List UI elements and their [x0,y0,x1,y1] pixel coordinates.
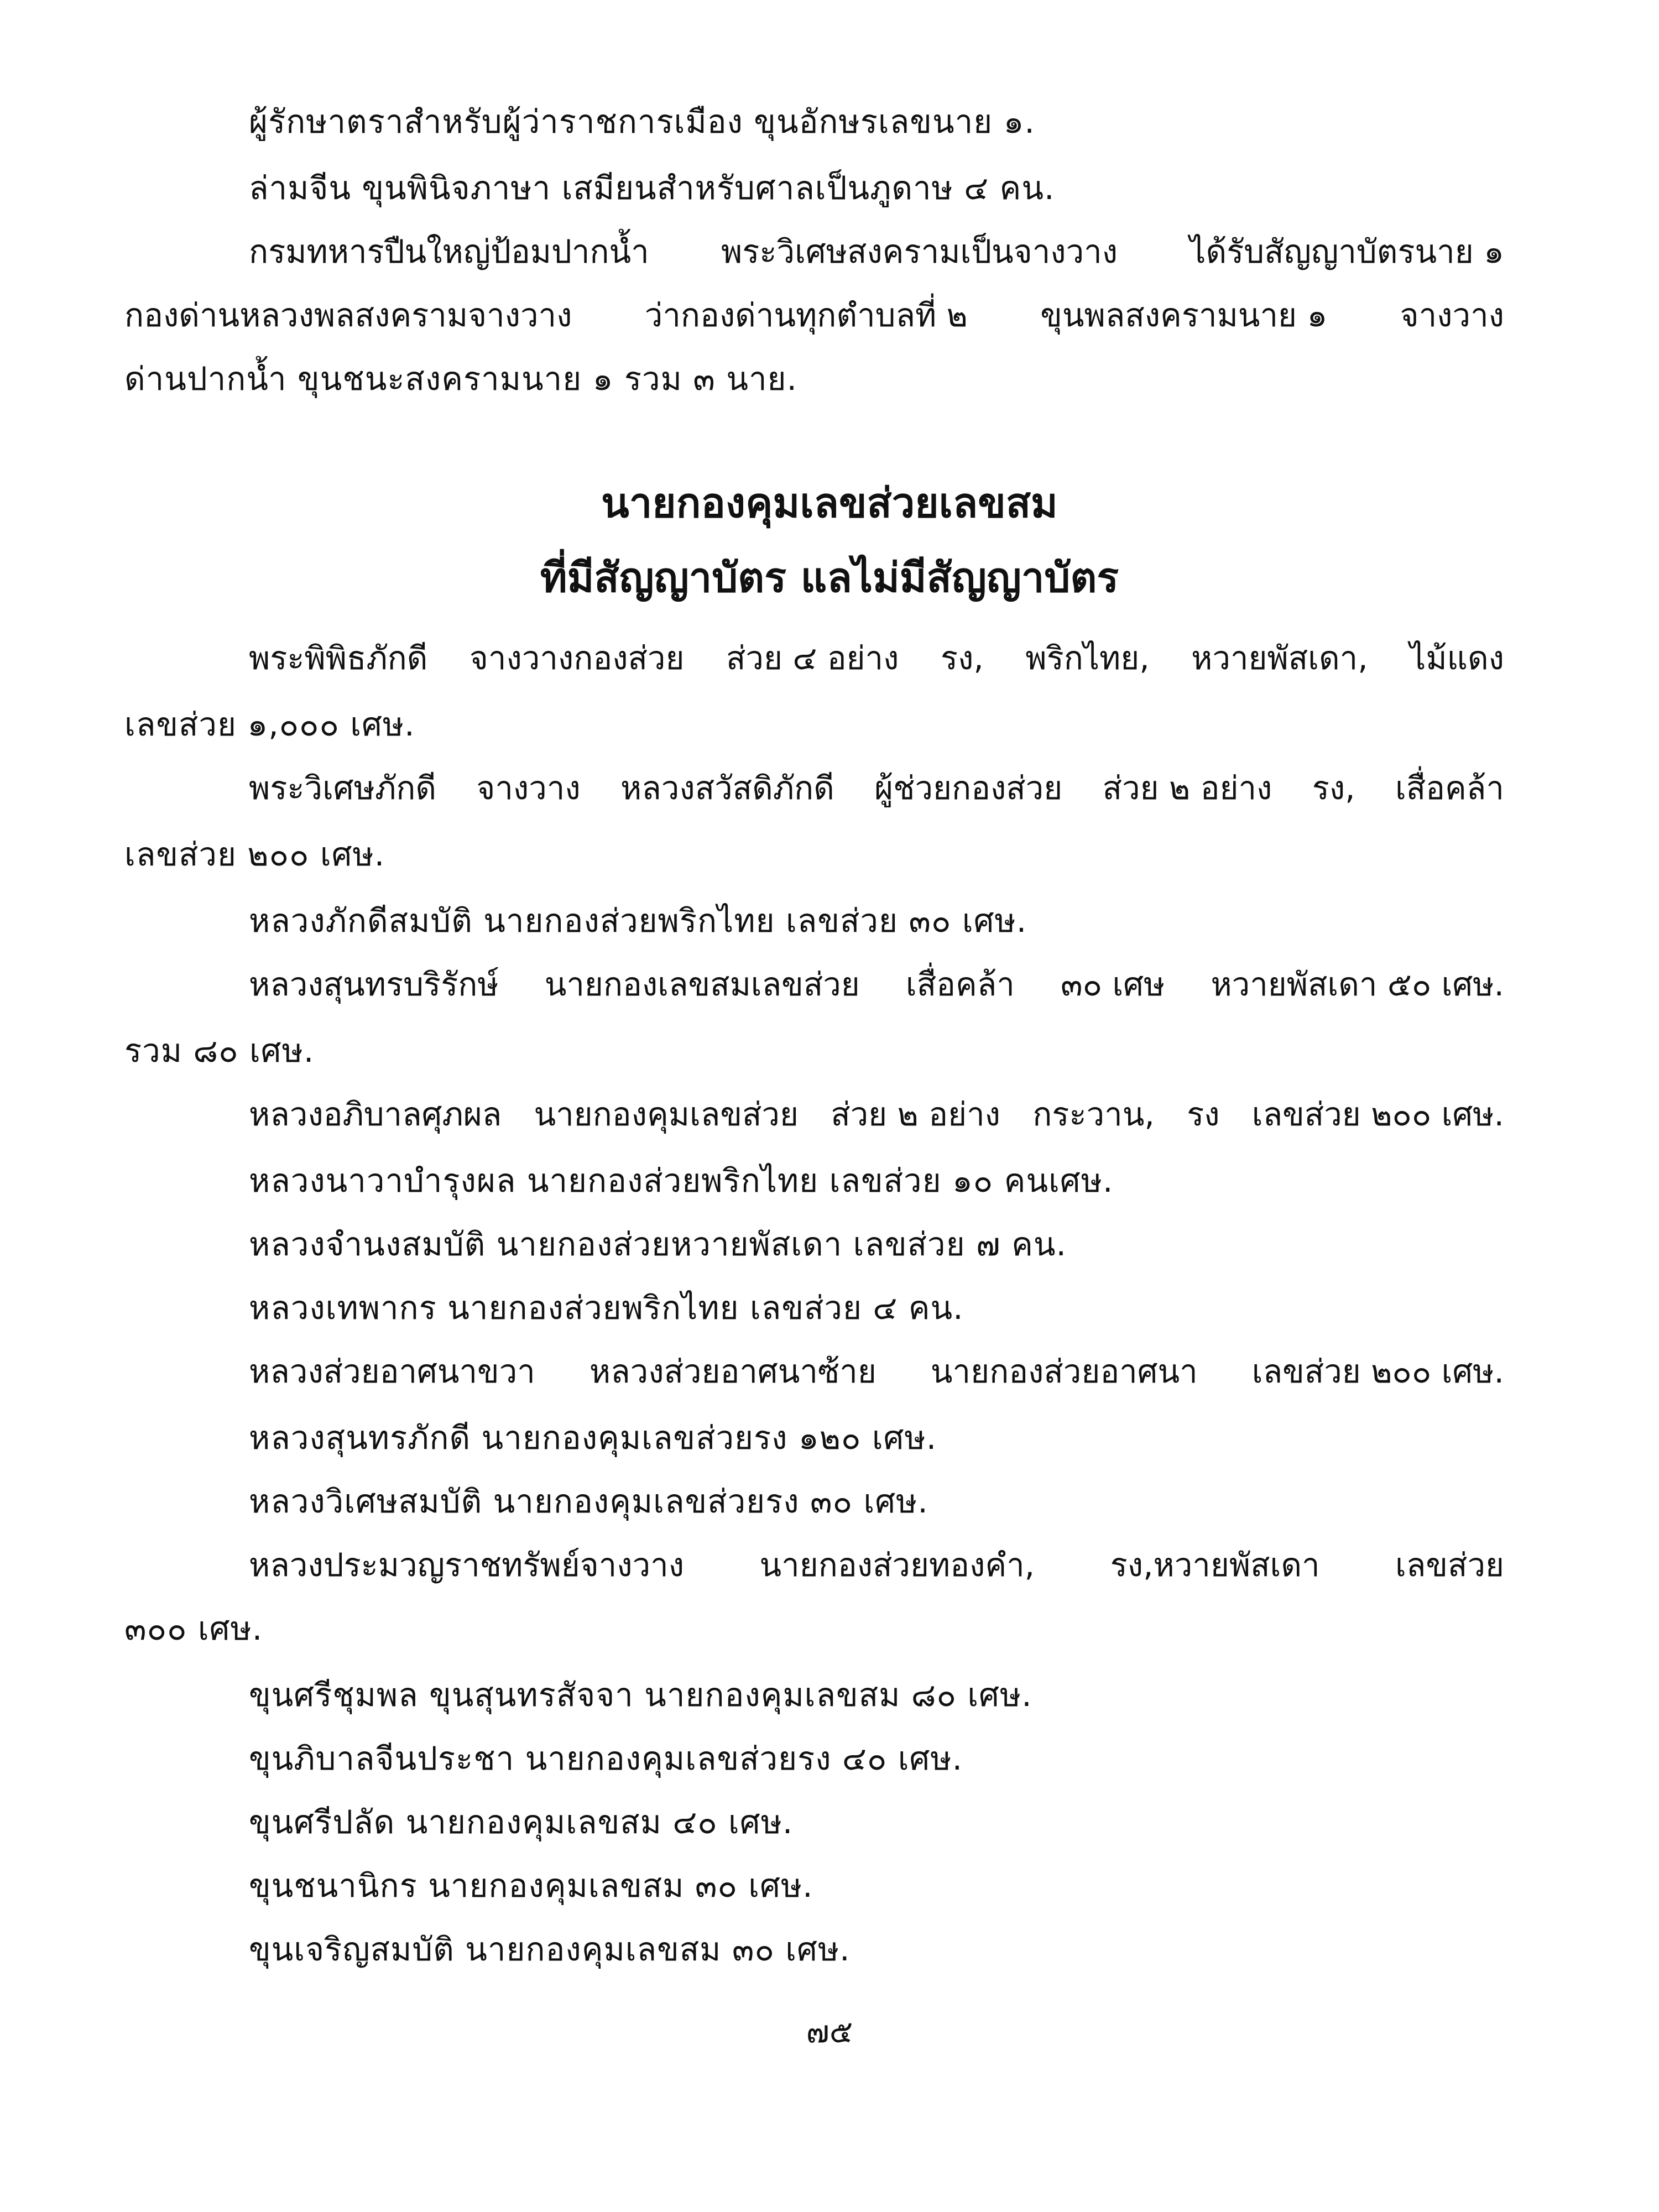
text-segment: นายกองเลขสมเลขส่วย [544,966,860,1003]
text-segment: รง,หวายพัสเดา [1110,1546,1320,1584]
text-segment: ขุนพลสงครามนาย ๑ [1040,296,1328,334]
text-segment: หลวงประมวญราชทรัพย์จางวาง [249,1546,685,1584]
text-segment: ไม้แดง [1410,639,1504,677]
text-segment: เลขส่วย [1395,1546,1504,1584]
entry-8: หลวงเทพากร นายกองส่วยพริกไทย เลขส่วย ๔ คน. [249,1289,964,1327]
entry-12-line-1 [249,1543,1504,1587]
entry-14: ขุนภิบาลจีนประชา นายกองคุมเลขส่วยรง ๔๐ เศษ. [249,1740,963,1777]
entry-10: หลวงสุนทรภักดี นายกองคุมเลขส่วยรง ๑๒๐ เศษ. [249,1419,937,1457]
text-segment: ว่ากองด่านทุกตำบลที่ ๒ [644,296,968,334]
intro-line-2: ล่ามจีน ขุนพินิจภาษา เสมียนสำหรับศาลเป็นภูดาษ ๔ คน. [249,169,1055,207]
section-heading-line-2: ที่มีสัญญาบัตร แลไม่มีสัญญาบัตร [540,554,1119,602]
text-segment: เสื่อคล้า [1395,769,1504,807]
intro-line-1: ผู้รักษาตราสำหรับผู้ว่าราชการเมือง ขุนอักษรเลขนาย ๑. [249,103,1035,140]
entry-6: หลวงนาวาบำรุงผล นายกองส่วยพริกไทย เลขส่วย ๑๐ คนเศษ. [249,1162,1114,1199]
page-number: ๗๕ [806,2014,853,2050]
text-segment: ส่วย ๒ อย่าง [831,1095,1000,1133]
intro-line-4 [124,293,1504,337]
entry-4-line-1 [249,962,1504,1006]
text-segment: เสื่อคล้า [905,966,1015,1003]
entry-17: ขุนเจริญสมบัติ นายกองคุมเลขสม ๓๐ เศษ. [249,1931,851,1968]
text-segment: พระวิเศษสงครามเป็นจางวาง [721,233,1118,270]
text-segment: หลวงส่วยอาศนาซ้าย [589,1353,877,1390]
text-segment: หลวงส่วยอาศนาขวา [249,1353,535,1390]
text-segment: จางวางกองส่วย [469,639,685,677]
text-segment: กรมทหารปืนใหญ่ป้อมปากน้ำ [249,233,649,270]
text-segment: พระพิพิธภักดี [249,639,428,677]
text-segment: กองด่านหลวงพลสงครามจางวาง [124,296,572,334]
entry-2-line-1 [249,766,1504,810]
text-segment: นายกองคุมเลขส่วย [534,1095,799,1133]
text-segment: เลขส่วย ๒๐๐ เศษ. [1251,1353,1504,1390]
text-segment: รง, [1312,769,1355,807]
text-segment: ส่วย ๒ อย่าง [1102,769,1272,807]
text-segment: ส่วย ๔ อย่าง [726,639,899,677]
text-segment: จางวาง [1400,296,1504,334]
text-segment: หวายพัสเดา ๕๐ เศษ. [1211,966,1504,1003]
intro-line-5: ด่านปากน้ำ ขุนชนะสงครามนาย ๑ รวม ๓ นาย. [124,360,797,398]
entry-4-line-2: รวม ๘๐ เศษ. [124,1032,315,1070]
text-segment: หลวงอภิบาลศุภผล [249,1095,502,1133]
section-heading-line-1: นายกองคุมเลขส่วยเลขสม [601,479,1058,527]
intro-line-3 [249,229,1504,274]
entry-3: หลวงภักดีสมบัติ นายกองส่วยพริกไทย เลขส่วย ๓๐ เศษ. [249,902,1027,940]
text-segment: รง, [940,639,984,677]
text-segment: นายกองส่วยอาศนา [930,1353,1198,1390]
entry-2-line-2: เลขส่วย ๒๐๐ เศษ. [124,836,385,873]
text-segment: พริกไทย, [1025,639,1150,677]
text-segment: นายกองส่วยทองคำ, [759,1546,1035,1584]
text-segment: รง [1187,1095,1220,1133]
entry-5 [249,1092,1504,1136]
entry-7: หลวงจำนงสมบัติ นายกองส่วยหวายพัสเดา เลขส่วย ๗ คน. [249,1225,1067,1263]
entry-13: ขุนศรีชุมพล ขุนสุนทรสัจจา นายกองคุมเลขสม ๘๐ เศษ. [249,1676,1032,1714]
text-segment: ผู้ช่วยกองส่วย [874,769,1063,807]
entry-16: ขุนชนานิกร นายกองคุมเลขสม ๓๐ เศษ. [249,1867,813,1905]
entry-15: ขุนศรีปลัด นายกองคุมเลขสม ๔๐ เศษ. [249,1803,794,1841]
text-segment: กระวาน, [1032,1095,1155,1133]
entry-11: หลวงวิเศษสมบัติ นายกองคุมเลขส่วยรง ๓๐ เศษ. [249,1483,928,1520]
entry-1-line-1 [249,636,1504,680]
text-segment: ๓๐ เศษ [1060,966,1165,1003]
text-segment: เลขส่วย ๒๐๐ เศษ. [1251,1095,1504,1133]
text-segment: พระวิเศษภักดี [249,769,436,807]
text-segment: หลวงสุนทรบริรักษ์ [249,966,499,1003]
text-segment: หวายพัสเดา, [1191,639,1368,677]
entry-9 [249,1349,1504,1394]
text-segment: ได้รับสัญญาบัตรนาย ๑ [1190,233,1504,270]
text-segment: หลวงสวัสดิภักดี [620,769,834,807]
text-segment: จางวาง [476,769,581,807]
entry-12-line-2: ๓๐๐ เศษ. [124,1610,263,1647]
entry-1-line-2: เลขส่วย ๑,๐๐๐ เศษ. [124,706,415,743]
